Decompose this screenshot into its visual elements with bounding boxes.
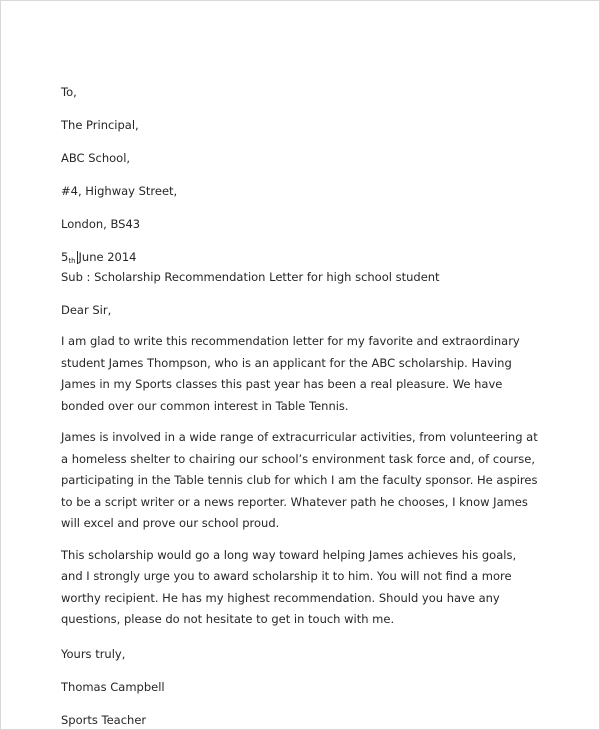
signature-name: Thomas Campbell — [61, 679, 165, 694]
address-to: To, — [61, 85, 77, 99]
paragraph-3: This scholarship would go a long way toward helping James achieves his goals, and I strongly urge you to award scholarship it to him. You will not find a more worthy recipient. He has my highest recommendation. Should you have any questions, please do not hesitate to get in touch with me. — [61, 547, 517, 626]
paragraph-2: James is involved in a wide range of extracurricular activities, from volunteering at a homeless shelter to chairing our school’s environment task force and, of course, participating in the Table tennis club for which I am the faculty sponsor. He aspires to be a script writer or a news reporter. Whatever path he chooses, I know James will excel and prove our school proud. — [61, 430, 538, 530]
date-suffix: th — [68, 257, 76, 265]
date-month-year: June 2014 — [78, 250, 137, 264]
letter-subject: Sub : Scholarship Recommendation Letter for high school student — [61, 270, 440, 284]
address-city: London, BS43 — [61, 217, 141, 231]
closing: Yours truly, — [61, 646, 126, 661]
address-school: ABC School, — [61, 151, 131, 165]
signature-title: Sports Teacher — [61, 712, 147, 727]
text-cursor — [77, 251, 78, 264]
letter-body — [61, 83, 541, 729]
address-recipient: The Principal, — [61, 118, 139, 132]
paragraph-1: I am glad to write this recommendation letter for my favorite and extraordinary student James Thompson, who is an applicant for the ABC scholarship. Having James in my Sports classes this past year has been a real pleasure. We have bonded over our common interest in Table Tennis. — [61, 334, 520, 413]
salutation: Dear Sir, — [61, 303, 112, 317]
date-day: 5 — [61, 250, 69, 264]
letter-date — [61, 248, 541, 268]
address-street: #4, Highway Street, — [61, 184, 178, 198]
